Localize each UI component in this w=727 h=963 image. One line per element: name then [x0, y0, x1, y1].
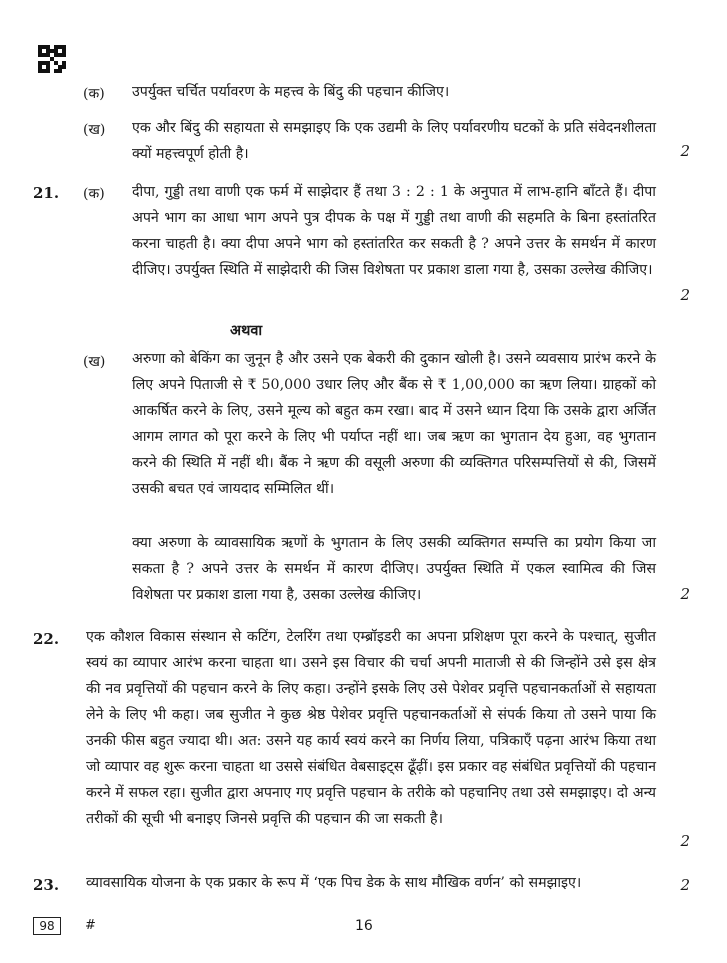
q21-part-a-marks: 2	[680, 286, 690, 304]
q23-text: व्यावसायिक योजना के एक प्रकार के रूप में ‘एक पिच डेक के साथ मौखिक वर्णन’ को समझाइए।	[86, 875, 582, 891]
q20-part-b-text: एक और बिंदु की सहायता से समझाइए कि एक उद्यमी के लिए पर्यावरणीय घटकों के प्रति संवेदनशीलता क्यों महत्त्वपूर्ण होती है।	[132, 120, 656, 162]
q21-part-a-label: (क)	[83, 186, 105, 202]
q20-part-b-label: (ख)	[83, 122, 106, 138]
page-number: 16	[355, 918, 373, 934]
q20-part-a-text: उपर्युक्त चर्चित पर्यावरण के महत्त्व के बिंदु की पहचान कीजिए।	[132, 84, 450, 100]
qr-code-icon	[38, 45, 66, 73]
or-heading: अथवा	[230, 322, 263, 339]
q21-part-b-text-2: क्या अरुणा के व्यावसायिक ऋणों के भुगतान के लिए उसकी व्यक्तिगत सम्पत्ति का प्रयोग किया जा सकता है ? अपने उत्तर के समर्थन में कारण दीजिए। उपर्युक्त स्थिति में एकल स्वामित्व की जिस विशेषता पर प्रकाश डाला गया है, उसका उल्लेख कीजिए।	[132, 535, 656, 603]
q20-marks: 2	[680, 142, 690, 160]
q23-marks: 2	[680, 876, 690, 894]
q22-marks: 2	[680, 832, 690, 850]
q21-part-b-label: (ख)	[83, 354, 106, 370]
q23-number: 23.	[33, 876, 60, 894]
q21-part-a-text: दीपा, गुड्डी तथा वाणी एक फर्म में साझेदार हैं तथा 3 : 2 : 1 के अनुपात में लाभ-हानि बाँटते हैं। दीपा अपने भाग का आधा भाग अपने पुत्र दीपक के पक्ष में गुड्डी तथा वाणी की सहमति के बिना हस्तांतरित करना चाहती है। क्या दीपा अपने भाग को हस्तांतरित कर सकती है ? अपने उत्तर के समर्थन में कारण दीजिए। उपर्युक्त स्थिति में साझेदारी की जिस विशेषता पर प्रकाश डाला गया है, उसका उल्लेख कीजिए।	[132, 184, 656, 278]
q22-number: 22.	[33, 630, 60, 648]
q21-number: 21.	[33, 184, 60, 202]
q21-part-b-marks: 2	[680, 585, 690, 603]
q20-part-a-label: (क)	[83, 86, 105, 102]
footer-hash: #	[85, 918, 96, 933]
q21-part-b-text-1: अरुणा को बेकिंग का जुनून है और उसने एक बेकरी की दुकान खोली है। उसने व्यवसाय प्रारंभ करने के लिए अपने पिताजी से ₹ 50,000 उधार लिए और बैंक से ₹ 1,00,000 का ऋण लिया। ग्राहकों को आकर्षित करने के लिए, उसने मूल्य को बहुत कम रखा। बाद में उसने ध्यान दिया कि उसके द्वारा अर्जित आगम लागत को पूरा करने के लिए भी पर्याप्त नहीं था। जब ऋण का भुगतान देय हुआ, वह भुगतान करने की स्थिति में नहीं थी। बैंक ने ऋण की वसूली अरुणा की व्यक्तिगत परिसम्पत्तियों से की, जिसमें उसकी बचत एवं जायदाद सम्मिलित थीं।	[132, 351, 656, 497]
question-paper-code: 98	[33, 917, 61, 935]
q22-text: एक कौशल विकास संस्थान से कटिंग, टेलरिंग तथा एम्ब्रॉइडरी का अपना प्रशिक्षण पूरा करने के पश्चात्, सुजीत स्वयं का व्यापार आरंभ करना चाहता था। उसने इस विचार की चर्चा अपनी माताजी से की जिन्होंने उसे इस क्षेत्र की नव प्रवृत्तियों की पहचान करने के लिए कहा। उन्होंने इसके लिए उसे पेशेवर प्रवृत्ति पहचानकर्ताओं से सहायता लेने के लिए भी कहा। जब सुजीत ने कुछ श्रेष्ठ पेशेवर प्रवृत्ति पहचानकर्ताओं से संपर्क किया तो उसने पाया कि उनकी फीस बहुत ज्यादा थी। अत: उसने यह कार्य स्वयं करने का निर्णय लिया, पत्रिकाएँ पढ़ना आरंभ किया तथा जो व्यापार वह शुरू करना चाहता था उससे संबंधित वेबसाइट्स ढूँढ़ीं। इस प्रकार वह संबंधित प्रवृत्तियों की पहचान करने में सफल रहा। सुजीत द्वारा अपनाए गए प्रवृत्ति पहचान के तरीके को पहचानिए तथा उसे समझाइए। दो अन्य तरीकों की सूची भी बनाइए जिनसे प्रवृत्ति की पहचान की जा सकती है।	[86, 629, 656, 827]
